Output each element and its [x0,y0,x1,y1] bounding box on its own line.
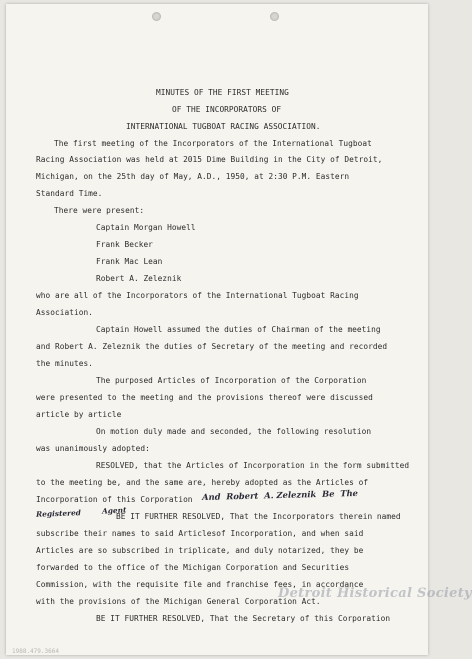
handwritten-insertion: And Robert A. Zeleznik Be The [201,487,359,503]
body-line: Association. [36,308,93,317]
body-line: There were present: [54,206,145,215]
body-line: BE IT FURTHER RESOLVED, That the Incorporators therein named [116,512,401,521]
body-line: the minutes. [36,359,93,368]
body-line: The first meeting of the Incorporators of the International Tugboat [54,139,372,148]
body-line: subscribe their names to said Articlesof Incorporation, and when said [36,529,364,538]
title-line-3: INTERNATIONAL TUGBOAT RACING ASSOCIATION. [126,122,321,131]
body-line: Incorporation of this Corporation [36,495,193,504]
body-line: RESOLVED, that the Articles of Incorporation in the form submitted [96,461,410,470]
attendee-name: Captain Morgan Howell [96,223,196,232]
body-line: who are all of the Incorporators of the International Tugboat Racing [36,291,359,300]
handwritten-insertion: Registered [35,508,82,519]
attendee-name: Robert A. Zeleznik [96,274,182,283]
watermark: Detroit Historical Society [278,586,472,601]
body-line: Michigan, on the 25th day of May, A.D., 1950, at 2:30 P.M. Eastern [36,172,350,181]
body-line: forwarded to the office of the Michigan Corporation and Securities [36,563,350,572]
title-line-2: OF THE INCORPORATORS OF [172,105,282,114]
title-line-1: MINUTES OF THE FIRST MEETING [156,88,289,97]
punch-hole [152,12,161,21]
body-line: were presented to the meeting and the provisions thereof were discussed [36,393,373,402]
body-line: Racing Association was held at 2015 Dime Building in the City of Detroit, [36,155,383,164]
attendee-name: Frank Becker [96,240,153,249]
handwritten-insertion: Agent [101,505,127,516]
body-line: and Robert A. Zeleznik the duties of Secretary of the meeting and recorded [36,342,388,351]
attendee-name: Frank Mac Lean [96,257,163,266]
body-line: Commission, with the requisite file and franchise fees, in accordance [36,580,364,589]
body-line: Standard Time. [36,189,103,198]
body-line: The purposed Articles of Incorporation of the Corporation [96,376,367,385]
body-line: Captain Howell assumed the duties of Chairman of the meeting [96,325,381,334]
body-line: was unanimously adopted: [36,444,150,453]
punch-hole [270,12,279,21]
body-line: BE IT FURTHER RESOLVED, That the Secretary of this Corporation [96,614,391,623]
body-line: On motion duly made and seconded, the following resolution [96,427,372,436]
body-line: Articles are so subscribed in triplicate, and duly notarized, they be [36,546,364,555]
body-line: to the meeting be, and the same are, hereby adopted as the Articles of [36,478,369,487]
accession-number: 1988.479.3664 [12,648,59,655]
body-line: article by article [36,410,122,419]
document-page [6,4,472,655]
body-line: with the provisions of the Michigan General Corporation Act. [36,597,321,606]
